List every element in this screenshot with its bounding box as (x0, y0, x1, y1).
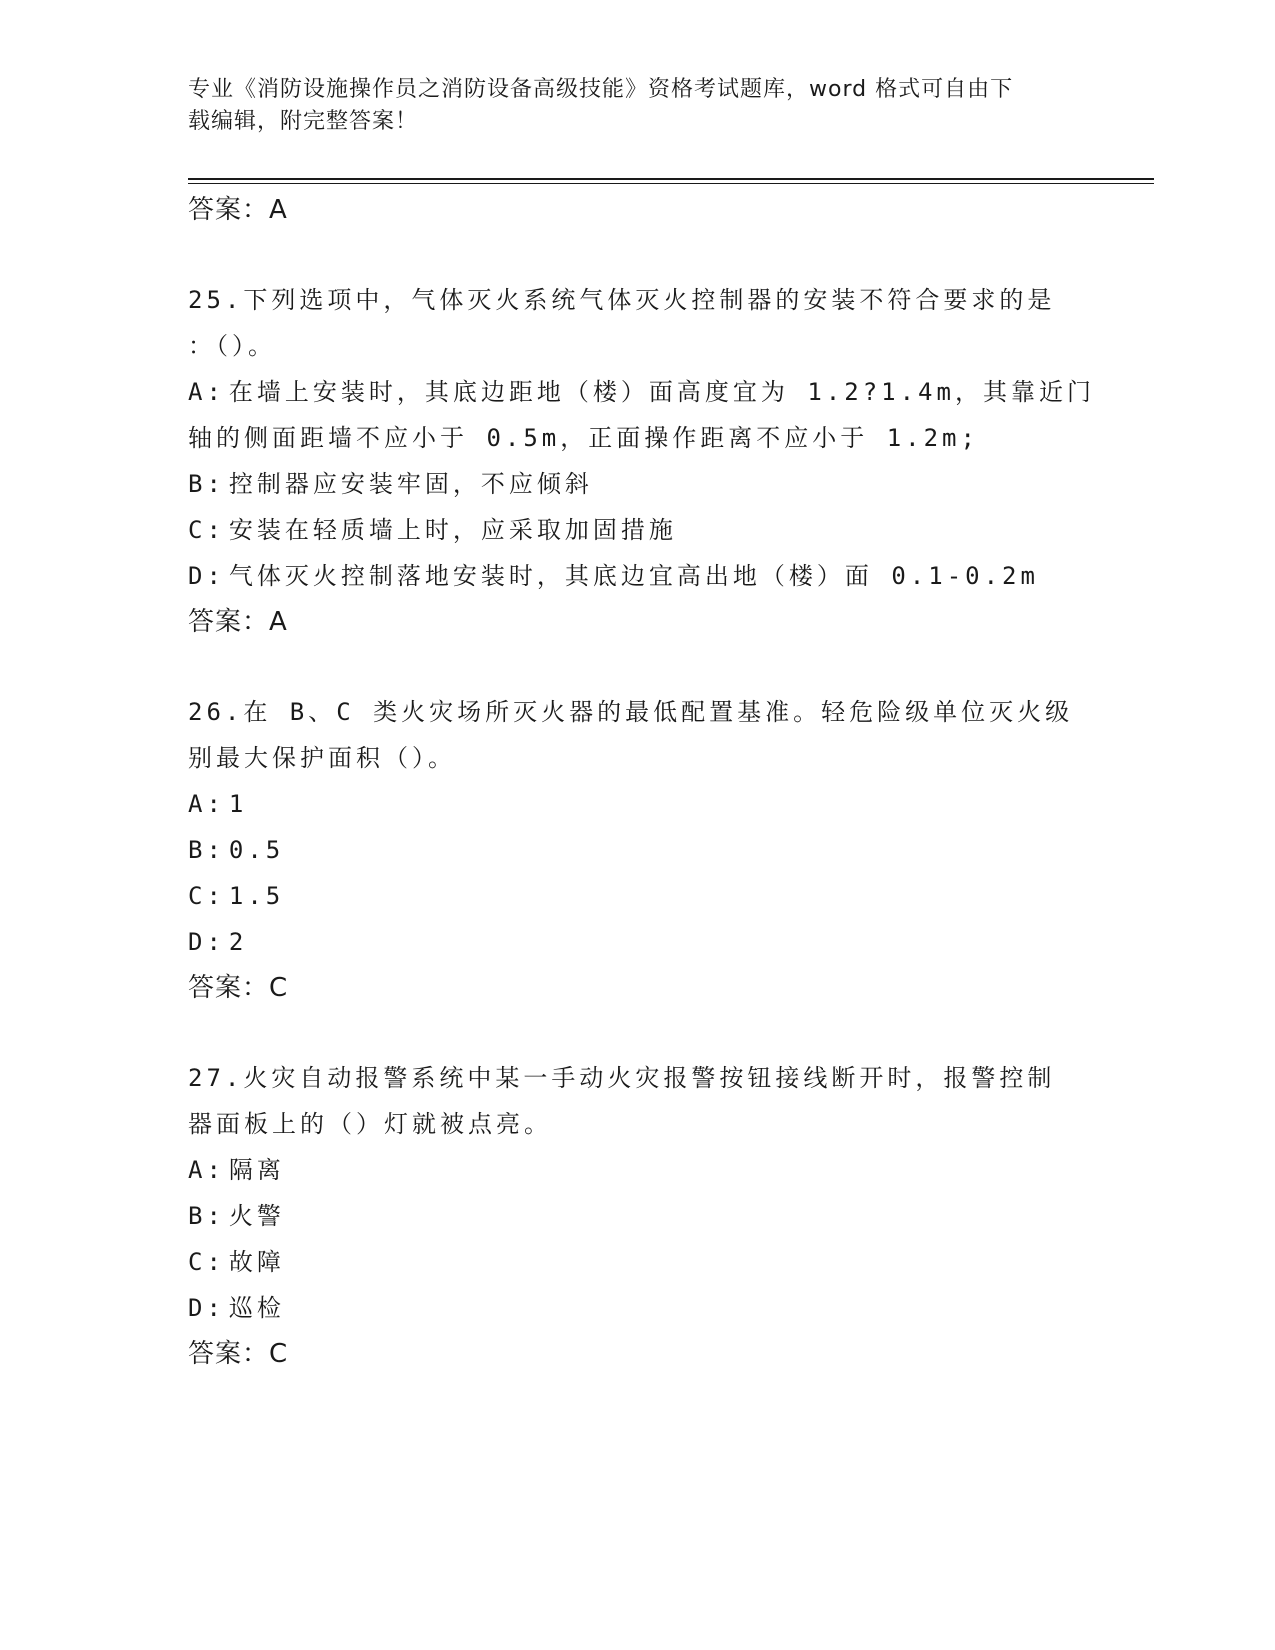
option-letter: C: (188, 516, 225, 544)
question-26 (188, 689, 1088, 1011)
option-text: 1 (228, 790, 248, 818)
header-divider-thin (188, 183, 1154, 184)
option-letter: D: (188, 928, 225, 956)
option-letter: C: (188, 882, 225, 910)
option-letter: A: (188, 790, 225, 818)
option-letter: C: (188, 1248, 225, 1276)
option-text: 安装在轻质墙上时，应采取加固措施 (228, 516, 677, 544)
option-a (188, 369, 1095, 415)
document-header (188, 74, 1068, 138)
question-27 (188, 1055, 1088, 1377)
option-text: 0.5 (228, 836, 285, 864)
option-d (188, 1285, 1088, 1331)
question-text-line: ：（）。 (188, 332, 276, 360)
option-letter: B: (188, 1202, 225, 1230)
option-letter: D: (188, 1294, 225, 1322)
option-text: 巡检 (228, 1294, 285, 1322)
option-text: 故障 (228, 1248, 285, 1276)
option-letter: D: (188, 562, 225, 590)
option-text: 2 (228, 928, 248, 956)
answer-line: 答案：C (188, 973, 289, 1003)
option-text: 火警 (228, 1202, 285, 1230)
question-text-line: 别最大保护面积（）。 (188, 744, 456, 772)
header-line-1: 专业《消防设施操作员之消防设备高级技能》资格考试题库，word 格式可自由下 (188, 77, 1014, 102)
option-b (188, 461, 1088, 507)
option-letter: B: (188, 470, 225, 498)
question-text-line: 25.下列选项中，气体灭火系统气体灭火控制器的安装不符合要求的是 (188, 286, 1056, 314)
option-a (188, 781, 1088, 827)
option-c (188, 1239, 1088, 1285)
question-body (188, 187, 1095, 1377)
question-text-line: 26.在 B、C 类火灾场所灭火器的最低配置基准。轻危险级单位灭火级 (188, 698, 1074, 726)
option-letter: B: (188, 836, 225, 864)
option-c (188, 873, 1088, 919)
question-text-line: 27.火灾自动报警系统中某一手动火灾报警按钮接线断开时，报警控制 (188, 1064, 1056, 1092)
header-divider-thick (188, 178, 1154, 180)
option-text: 控制器应安装牢固，不应倾斜 (228, 470, 593, 498)
option-a-continued (188, 415, 1088, 461)
option-text: 1.5 (228, 882, 285, 910)
previous-answer: 答案：A (188, 195, 288, 225)
option-letter: A: (188, 1156, 225, 1184)
option-a (188, 1147, 1088, 1193)
header-line-2: 载编辑，附完整答案！ (188, 109, 419, 134)
question-25 (188, 277, 1095, 645)
option-text: 隔离 (228, 1156, 285, 1184)
option-c (188, 507, 1088, 553)
option-text: 气体灭火控制落地安装时，其底边宜高出地（楼）面 0.1-0.2m (228, 562, 1039, 590)
option-b (188, 1193, 1088, 1239)
option-text: 轴的侧面距墙不应小于 0.5m，正面操作距离不应小于 1.2m; (188, 424, 979, 452)
answer-line: 答案：A (188, 607, 288, 637)
option-b (188, 827, 1088, 873)
option-d (188, 553, 1088, 599)
question-text-line: 器面板上的（）灯就被点亮。 (188, 1110, 552, 1138)
option-letter: A: (188, 378, 225, 406)
option-text: 在墙上安装时，其底边距地（楼）面高度宜为 1.2?1.4m，其靠近门 (228, 378, 1095, 406)
answer-line: 答案：C (188, 1339, 289, 1369)
option-d (188, 919, 1088, 965)
